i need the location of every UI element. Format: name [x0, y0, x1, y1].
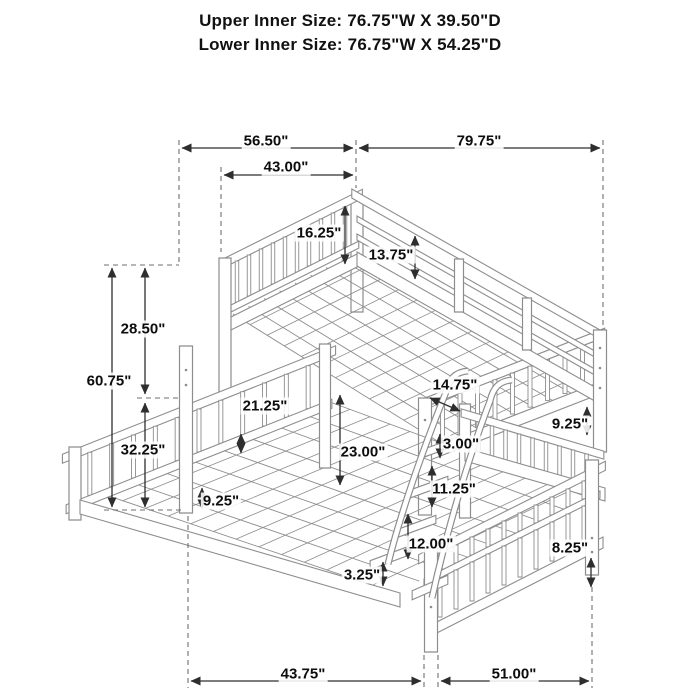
dim-bottom-43-75: 43.75" [280, 665, 326, 683]
dim-14-75: 14.75" [432, 376, 478, 394]
dim-60-75: 60.75" [86, 372, 132, 390]
dim-3-25: 3.25" [343, 566, 381, 584]
dim-32-25: 32.25" [120, 441, 166, 459]
dim-3-00: 3.00" [442, 435, 480, 453]
dim-bottom-51-00: 51.00" [491, 665, 537, 683]
dim-8-25: 8.25" [551, 539, 589, 557]
dim-top-right-79-75: 79.75" [456, 132, 502, 150]
dim-28-50: 28.50" [120, 320, 166, 338]
dim-16-25: 16.25" [296, 224, 342, 242]
dim-12-00: 12.00" [408, 535, 454, 553]
upper-inner-size-text: Upper Inner Size: 76.75"W X 39.50"D [199, 11, 501, 30]
dim-21-25: 21.25" [242, 397, 288, 415]
dim-11-25: 11.25" [432, 480, 476, 498]
dim-9-25-right: 9.25" [551, 415, 589, 433]
dim-9-25-left: 9.25" [202, 492, 240, 510]
dim-top-43-00: 43.00" [263, 158, 309, 176]
dim-top-left-56-50: 56.50" [243, 132, 289, 150]
lower-inner-size-text: Lower Inner Size: 76.75"W X 54.25"D [198, 35, 502, 54]
dim-13-75: 13.75" [368, 246, 414, 264]
dim-23-00: 23.00" [340, 443, 386, 461]
